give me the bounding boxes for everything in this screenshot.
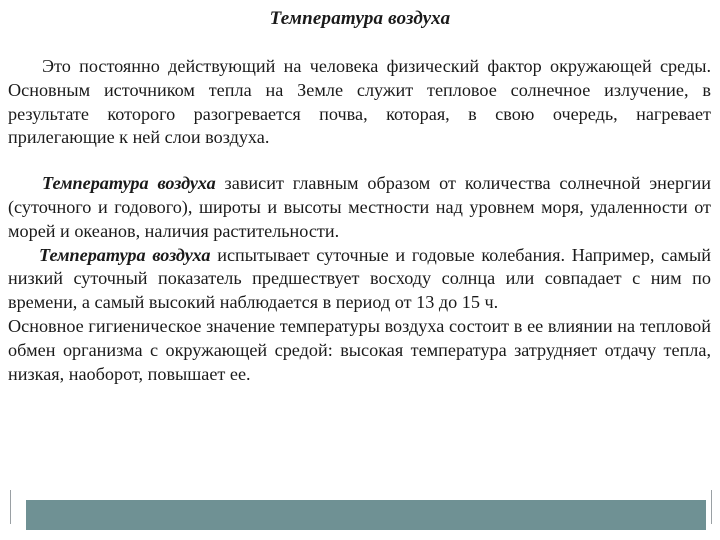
paragraph-dependencies-text: зависит главным образом от количества солнечной энергии (суточного и годового), широты и высоты местности над уровнем моря, удаленности от морей и океанов, наличия растительности. — [8, 173, 711, 241]
slide-body — [8, 55, 711, 386]
term-highlight: Температура воздуха — [42, 173, 216, 194]
term-highlight: Температура воздуха — [39, 244, 211, 265]
frame-line-left — [10, 490, 11, 524]
paragraph-fluctuations — [8, 244, 711, 315]
footer-bar — [26, 500, 706, 530]
slide-title: Температура воздуха — [269, 8, 451, 29]
paragraph-fluctuations-text: испытывает суточные и годовые колебания. Например, самый низкий суточный показатель предшествует восходу солнца или совпадает с ним по времени, а самый высокий наблюдается в период от 13 до 15 ч. — [8, 244, 712, 313]
paragraph-hygienic-significance: Основное гигиеническое значение температуры воздуха состоит в ее влиянии на тепловой обмен организма с окружающей средой: высокая температура затрудняет отдачу тепла, низкая, наоборот, повышает ее. — [8, 315, 711, 384]
paragraph-definition: Это постоянно действующий на человека физический фактор окружающей среды. Основным источником тепла на Земле служит тепловое солнечное излучение, в результате которого разогревается почва, которая, в свою очередь, нагревает прилегающие к ней слои воздуха. — [8, 56, 711, 148]
paragraph-dependencies — [8, 172, 711, 243]
frame-line-right — [711, 490, 712, 524]
